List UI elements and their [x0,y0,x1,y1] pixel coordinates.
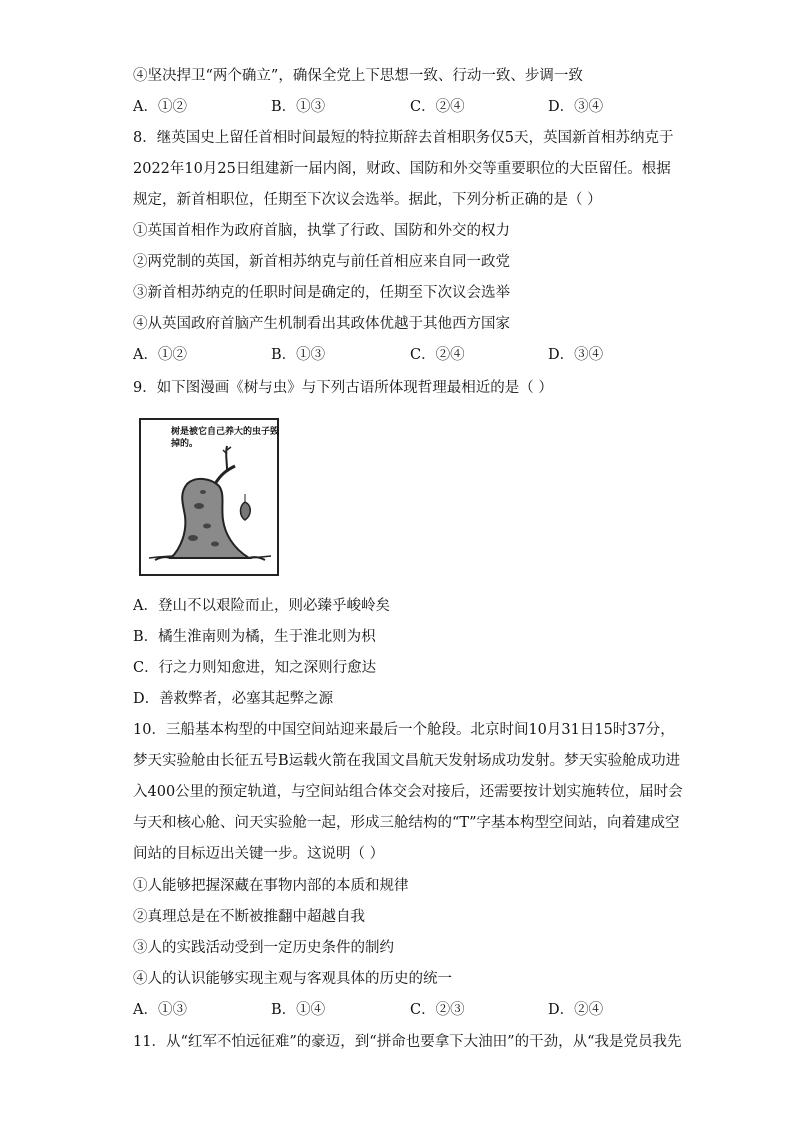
q8-option-b[interactable]: B．①③ [271,347,326,363]
q10-stem-line-4: 与天和核心舱、问天实验舱一起，形成三舱结构的“T”字基本构型空间站，向着建成空 [133,815,680,831]
q9-stem: 9．如下图漫画《树与虫》与下列古语所体现哲理最相近的是（ ） [133,380,553,396]
cartoon-caption: 树是被它自己养大的虫子毁掉的。 [171,427,280,449]
q10-option-a[interactable]: A．①③ [133,1002,187,1018]
q8-stem-line-2: 2022年10月25日组建新一届内阁，财政、国防和外交等重要职位的大臣留任。根据 [133,161,671,177]
q7-option-a[interactable]: A．①② [133,99,187,115]
q8-option-a[interactable]: A．①② [133,347,187,363]
q10-stem-line-5: 间站的目标迈出关键一步。这说明（ ） [133,846,385,862]
q8-option-d[interactable]: D．③④ [548,347,604,363]
q8-stem-line-3: 规定，新首相职位，任期至下次议会选举。据此，下列分析正确的是（ ） [133,192,602,208]
q7-options [133,97,693,117]
q10-statement-3: ③人的实践活动受到一定历史条件的制约 [133,940,394,956]
q10-statement-4: ④人的认识能够实现主观与客观具体的历史的统一 [133,971,452,987]
q9-option-c[interactable]: C．行之力则知愈进，知之深则行愈达 [133,660,377,676]
q7-option-d[interactable]: D．③④ [548,99,604,115]
q8-statement-3: ③新首相苏纳克的任职时间是确定的，任期至下次议会选举 [133,285,510,301]
q10-statement-1: ①人能够把握深藏在事物内部的本质和规律 [133,878,409,894]
q10-option-d[interactable]: D．②④ [548,1002,604,1018]
q7-option-b[interactable]: B．①③ [271,99,326,115]
q10-stem-line-1: 10．三船基本构型的中国空间站迎来最后一个舱段。北京时间10月31日15时37分， [133,722,675,738]
q8-statement-1: ①英国首相作为政府首脑，执掌了行政、国防和外交的权力 [133,223,510,239]
q10-statement-2: ②真理总是在不断被推翻中超越自我 [133,909,365,925]
q8-options [133,345,693,365]
q10-stem-line-2: 梦天实验舱由长征五号B运载火箭在我国文昌航天发射场成功发射。梦天实验舱成功进 [133,753,681,769]
q7-option-c[interactable]: C．②④ [410,99,465,115]
q9-option-b[interactable]: B．橘生淮南则为橘，生于淮北则为枳 [133,629,376,645]
tree-and-insect-cartoon [139,418,279,576]
q7-statement-4: ④坚决捍卫“两个确立”，确保全党上下思想一致、行动一致、步调一致 [133,68,583,84]
q10-option-c[interactable]: C．②③ [410,1002,465,1018]
q11-stem-line-1: 11．从“红军不怕远征难”的豪迈，到“拼命也要拿下大油田”的干劲，从“我是党员我先 [133,1034,682,1050]
q9-option-d[interactable]: D．善救弊者，必塞其起弊之源 [133,691,334,707]
q8-statement-4: ④从英国政府首脑产生机制看出其政体优越于其他西方国家 [133,316,510,332]
q8-stem-line-1: 8．继英国史上留任首相时间最短的特拉斯辞去首相职务仅5天，英国新首相苏纳克于 [133,130,674,146]
q10-option-b[interactable]: B．①④ [271,1002,326,1018]
q10-stem-line-3: 入400公里的预定轨道，与空间站组合体交会对接后，还需要按计划实施转位，届时会 [133,784,683,800]
q9-option-a[interactable]: A．登山不以艰险而止，则必臻乎峻岭矣 [133,598,390,614]
q8-option-c[interactable]: C．②④ [410,347,465,363]
q8-statement-2: ②两党制的英国，新首相苏纳克与前任首相应来自同一政党 [133,254,510,270]
q10-options [133,1000,693,1020]
